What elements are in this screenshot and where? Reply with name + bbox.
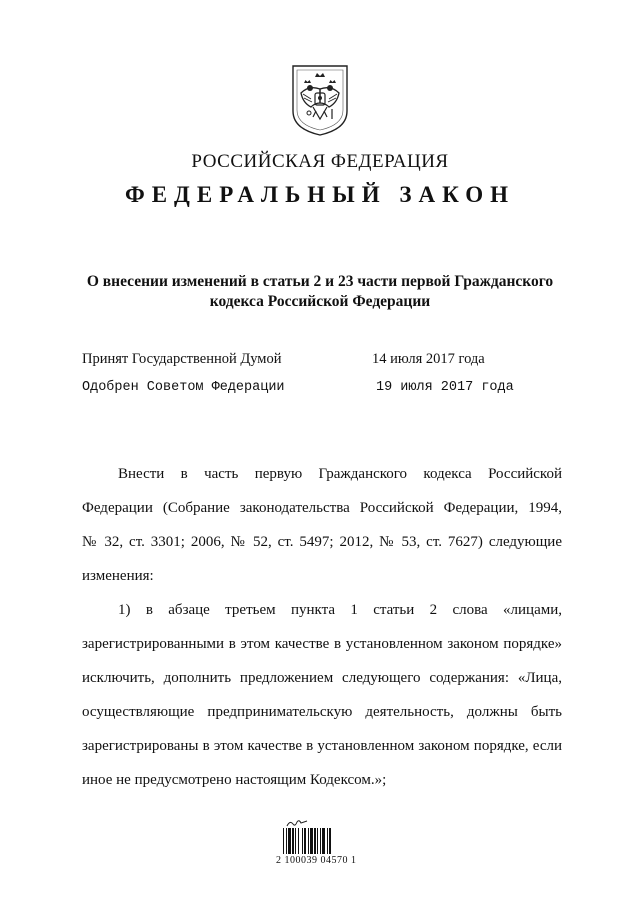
handwritten-mark-icon xyxy=(286,818,308,828)
council-approval-label: Одобрен Советом Федерации xyxy=(82,380,285,395)
paragraph-line: изменения: xyxy=(82,568,154,584)
barcode-number: 2 100039 04570 1 xyxy=(276,855,357,866)
duma-adoption-label: Принят Государственной Думой xyxy=(82,351,282,367)
law-title-line: О внесении изменений в статьи 2 и 23 части первой Гражданского xyxy=(86,273,554,290)
paragraph-line: осуществляющие предпринимательскую деятельность, должны быть xyxy=(82,704,562,720)
paragraph-line: 1) в абзаце третьем пункта 1 статьи 2 слова «лицами, xyxy=(118,602,562,618)
law-type-heading: ФЕДЕРАЛЬНЫЙ ЗАКОН xyxy=(124,182,516,207)
paragraph-line: иное не предусмотрено настоящим Кодексом.»; xyxy=(82,772,387,788)
paragraph-line: Внести в часть первую Гражданского кодекса Российской xyxy=(118,466,562,482)
paragraph-line: № 32, ст. 3301; 2006, № 52, ст. 5497; 2012, № 53, ст. 7627) следующие xyxy=(82,534,562,550)
coat-of-arms-icon xyxy=(289,63,351,137)
council-approval-date: 19 июля 2017 года xyxy=(376,380,514,395)
body-paragraph-1 xyxy=(82,457,562,593)
paragraph-line: Федерации (Собрание законодательства Российской Федерации, 1994, xyxy=(82,500,562,516)
law-title-line: кодекса Российской Федерации xyxy=(209,293,431,310)
country-heading: РОССИЙСКАЯ ФЕДЕРАЦИЯ xyxy=(191,151,449,172)
barcode-icon xyxy=(282,828,358,854)
law-title xyxy=(60,272,580,312)
body-paragraph-2 xyxy=(82,593,562,797)
duma-adoption-date: 14 июля 2017 года xyxy=(372,351,485,367)
paragraph-line: зарегистрированными в этом качестве в установленном законом порядке» xyxy=(82,636,562,652)
paragraph-line: исключить, дополнить предложением следующего содержания: «Лица, xyxy=(82,670,562,686)
paragraph-line: зарегистрированы в этом качестве в установленном законом порядке, если xyxy=(82,738,562,754)
